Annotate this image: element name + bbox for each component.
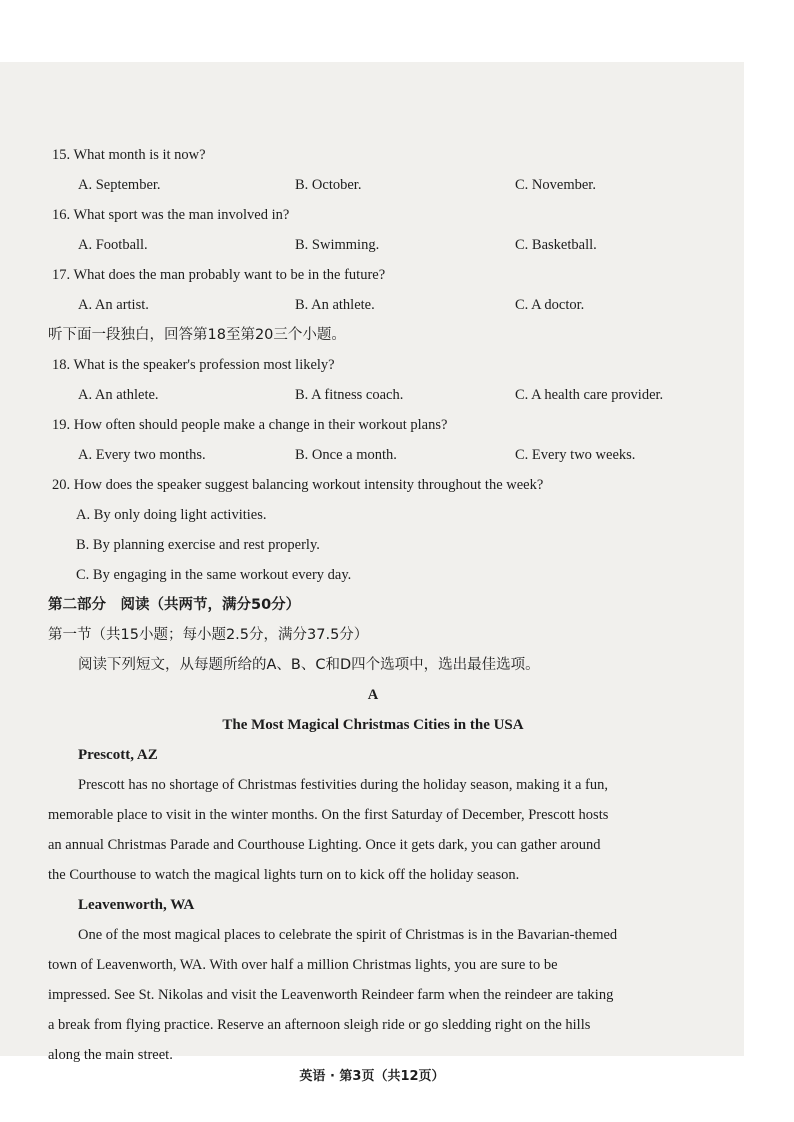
paragraph-line: town of Leavenworth, WA. With over half a million Christmas lights, you are sure to be [48, 957, 558, 973]
question-16 [48, 200, 698, 260]
paragraph-line: the Courthouse to watch the magical lights turn on to kick off the holiday season. [48, 867, 520, 883]
paragraph-leavenworth [48, 920, 698, 1070]
option-a: A. By only doing light activities. [76, 507, 267, 523]
question-stem: 16. What sport was the man involved in? [52, 207, 290, 223]
option-row [48, 440, 698, 470]
section-one-heading: 第一节（共15小题；每小题2.5分，满分37.5分） [48, 627, 369, 643]
option-a: A. Football. [78, 237, 148, 253]
option-b: B. Swimming. [295, 237, 380, 253]
option-b: B. By planning exercise and rest properly. [76, 537, 320, 553]
option-b: B. Once a month. [295, 447, 397, 463]
passage-title: The Most Magical Christmas Cities in the USA [222, 717, 524, 733]
paragraph-line: One of the most magical places to celebrate the spirit of Christmas is in the Bavarian-themed [78, 927, 618, 943]
option-row [48, 230, 698, 260]
paragraph-prescott [48, 770, 698, 890]
monologue-instruction: 听下面一段独白，回答第18至第20三个小题。 [48, 327, 346, 343]
exam-page [0, 62, 744, 1084]
option-c: C. Basketball. [515, 237, 597, 253]
option-a: A. September. [78, 177, 161, 193]
question-18 [48, 350, 698, 410]
question-stem: 19. How often should people make a change in their workout plans? [52, 417, 448, 433]
option-row [48, 290, 698, 320]
page-footer: 英语 · 第3页（共12页） [299, 1069, 445, 1084]
part-two-heading: 第二部分 阅读（共两节，满分50分） [48, 597, 301, 613]
paragraph-line: a break from flying practice. Reserve an afternoon sleigh ride or go sledding right on the hills [48, 1017, 591, 1033]
option-c: C. By engaging in the same workout every day. [76, 567, 352, 583]
question-stem: 15. What month is it now? [52, 147, 206, 163]
city-heading-leavenworth: Leavenworth, WA [78, 897, 195, 913]
city-heading-prescott: Prescott, AZ [78, 747, 158, 763]
paragraph-line: along the main street. [48, 1047, 173, 1063]
question-15 [48, 140, 698, 200]
question-19 [48, 410, 698, 470]
option-row [48, 380, 698, 410]
question-stem: 18. What is the speaker's profession most likely? [52, 357, 335, 373]
option-c: C. A health care provider. [515, 387, 664, 403]
option-b: B. An athlete. [295, 297, 375, 313]
question-stem: 20. How does the speaker suggest balancing workout intensity throughout the week? [52, 477, 544, 493]
question-17 [48, 260, 698, 320]
option-b: B. A fitness coach. [295, 387, 404, 403]
option-a: A. Every two months. [78, 447, 206, 463]
option-b: B. October. [295, 177, 362, 193]
option-row [48, 170, 698, 200]
option-c: C. November. [515, 177, 596, 193]
question-stem: 17. What does the man probably want to be in the future? [52, 267, 386, 283]
question-20 [48, 470, 698, 590]
option-a: A. An artist. [78, 297, 149, 313]
option-a: A. An athlete. [78, 387, 159, 403]
paragraph-line: Prescott has no shortage of Christmas festivities during the holiday season, making it a fun, [78, 777, 608, 793]
reading-instruction: 阅读下列短文，从每题所给的A、B、C和D四个选项中，选出最佳选项。 [78, 657, 540, 673]
paragraph-line: impressed. See St. Nikolas and visit the Leavenworth Reindeer farm when the reindeer are taking [48, 987, 614, 1003]
option-c: C. A doctor. [515, 297, 585, 313]
paragraph-line: memorable place to visit in the winter months. On the first Saturday of December, Prescott hosts [48, 807, 609, 823]
page-content [48, 140, 698, 1070]
passage-letter: A [367, 687, 379, 703]
option-c: C. Every two weeks. [515, 447, 636, 463]
paragraph-line: an annual Christmas Parade and Courthouse Lighting. Once it gets dark, you can gather around [48, 837, 601, 853]
